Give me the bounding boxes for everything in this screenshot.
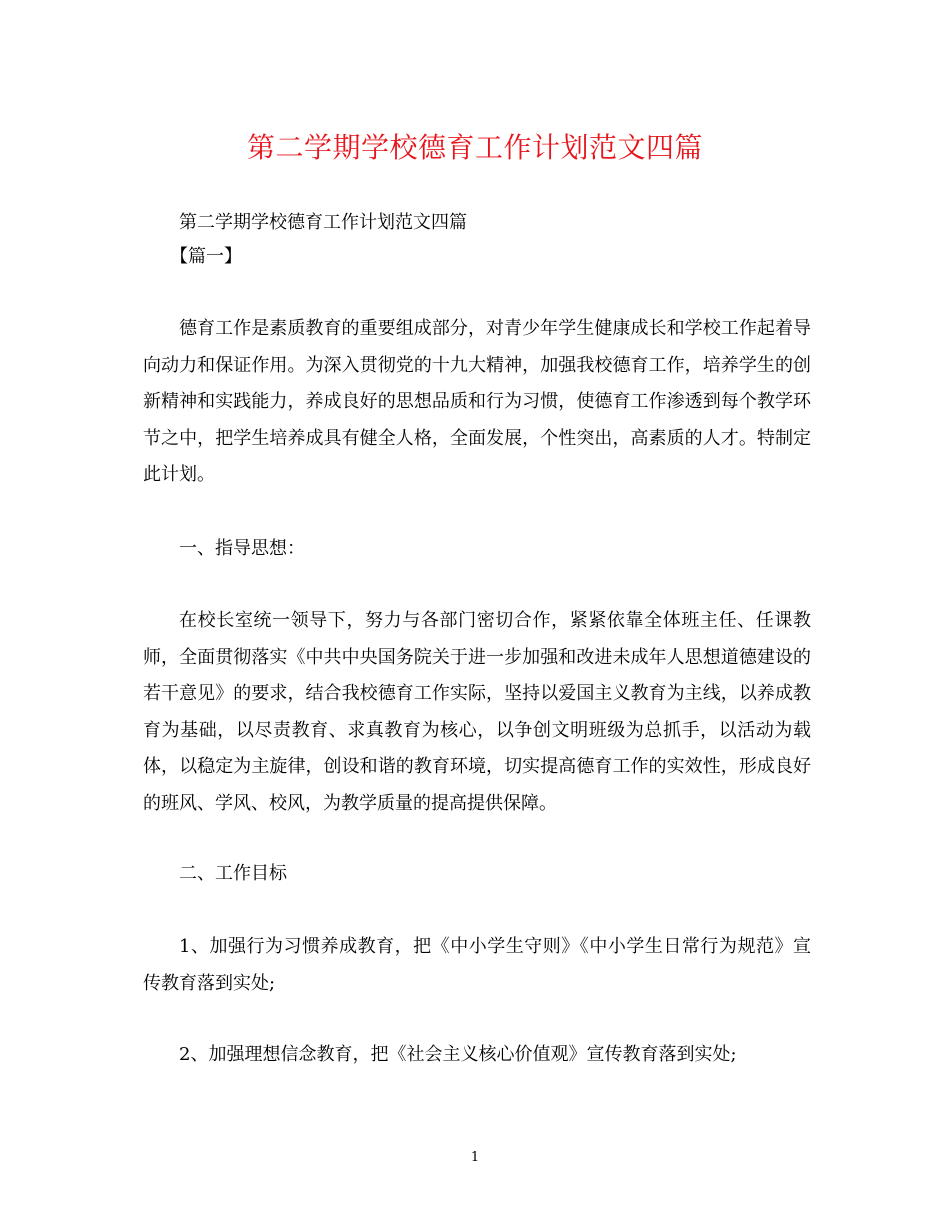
goal-item-2: 2、加强理想信念教育，把《社会主义核心价值观》宣传教育落到实处; bbox=[179, 1044, 737, 1065]
intro-paragraph: 德育工作是素质教育的重要组成部分，对青少年学生健康成长和学校工作起着导向动力和保证作用。为深入贯彻党的十九大精神，加强我校德育工作，培养学生的创新精神和实践能力，养成良好的思想品质和行为习惯，使德育工作渗透到每个教学环节之中，把学生培养成具有健全人格，全面发展，个性突出，高素质的人才。特制定此计划。 bbox=[143, 318, 811, 485]
goal-item-1: 1、加强行为习惯养成教育，把《中小学生守则》《中小学生日常行为规范》宣传教育落到实处; bbox=[143, 936, 811, 994]
heading-guiding-ideology: 一、指导思想： bbox=[179, 538, 305, 559]
section-label: 【篇一】 bbox=[170, 246, 242, 267]
guiding-paragraph: 在校长室统一领导下，努力与各部门密切合作，紧紧依靠全体班主任、任课教师，全面贯彻落实《中共中央国务院关于进一步加强和改进未成年人思想道德建设的若干意见》的要求，结合我校德育工作实际，坚持以爱国主义教育为主线，以养成教育为基础，以尽责教育、求真教育为核心，以争创文明班级为总抓手，以活动为载体，以稳定为主旋律，创设和谐的教育环境，切实提高德育工作的实效性，形成良好的班风、学风、校风，为教学质量的提高提供保障。 bbox=[143, 610, 811, 814]
document-subtitle: 第二学期学校德育工作计划范文四篇 bbox=[179, 212, 467, 233]
page-number: 1 bbox=[470, 1150, 480, 1165]
document-title: 第二学期学校德育工作计划范文四篇 bbox=[246, 131, 703, 164]
heading-work-goals: 二、工作目标 bbox=[179, 863, 287, 884]
